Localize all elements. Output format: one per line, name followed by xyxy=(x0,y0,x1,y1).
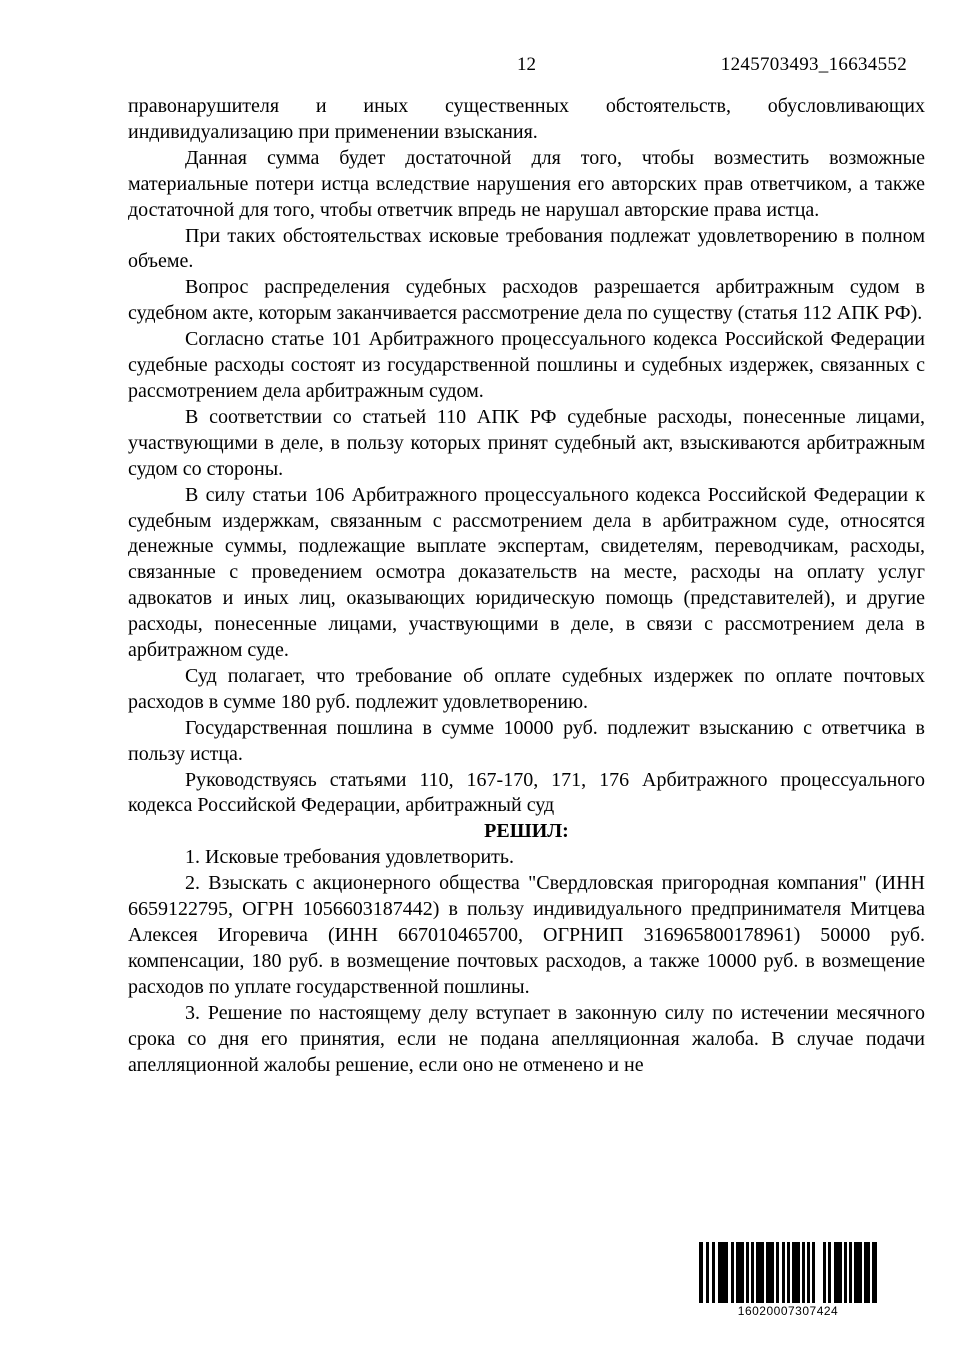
paragraph: При таких обстоятельствах исковые требования подлежат удовлетворению в полном объеме. xyxy=(128,224,925,273)
barcode-value: 16020007307424 xyxy=(737,1304,839,1318)
paragraph: Вопрос распределения судебных расходов разрешается арбитражным судом в судебном акте, которым заканчивается рассмотрение дела по существу (статья 112 АПК РФ). xyxy=(128,276,925,325)
paragraph: В соответствии со статьей 110 АПК РФ судебные расходы, понесенные лицами, участвующими в деле, в пользу которых принят судебный акт, взыскиваются арбитражным судом со стороны. xyxy=(128,405,925,480)
paragraph: Данная сумма будет достаточной для того, чтобы возместить возможные материальные потери истца вследствие нарушения его авторских прав ответчиком, а также достаточной для того, чтобы ответчик впредь не нарушал авторские права истца. xyxy=(128,146,925,221)
decision-heading: РЕШИЛ: xyxy=(484,820,569,843)
paragraph: 1. Исковые требования удовлетворить. xyxy=(185,846,515,869)
paragraph: Государственная пошлина в сумме 10000 руб. подлежит взысканию с ответчика в пользу истца. xyxy=(128,716,925,765)
paragraph: Согласно статье 101 Арбитражного процессуального кодекса Российской Федерации судебные расходы состоят из государственной пошлины и судебных издержек, связанных с рассмотрением дела арбитражным судом. xyxy=(128,328,925,402)
paragraph: правонарушителя и иных существенных обстоятельств, обусловливающих индивидуализацию при применении взыскания. xyxy=(128,95,925,143)
barcode-icon xyxy=(699,1242,877,1303)
page-number: 12 xyxy=(517,54,536,75)
paragraph: Руководствуясь статьями 110, 167-170, 171, 176 Арбитражного процессуального кодекса Российской Федерации, арбитражный суд xyxy=(128,768,925,817)
document-body xyxy=(128,94,925,1078)
paragraph: Суд полагает, что требование об оплате судебных издержек по оплате почтовых расходов в сумме 180 руб. подлежит удовлетворению. xyxy=(128,664,925,713)
paragraph: В силу статьи 106 Арбитражного процессуального кодекса Российской Федерации к судебным издержкам, связанным с рассмотрением дела в арбитражном суде, относятся денежные суммы, подлежащие выплате экспертам, свидетелям, переводчикам, расходы, связанные с проведением осмотра доказательств на месте, расходы на оплату услуг адвокатов и иных лиц, оказывающих юридическую помощь (представителей), и другие расходы, понесенные лицами, участвующими в деле, в связи с рассмотрением дела в арбитражном суде. xyxy=(128,483,925,662)
paragraph: 2. Взыскать с акционерного общества "Свердловская пригородная компания" (ИНН 6659122795, ОГРН 1056603187442) в пользу индивидуального предпринимателя Митцева Алексея Игоревича (ИНН 667010465700, ОГРНИП 316965800178961) 50000 руб. компенсации, 180 руб. в возмещение почтовых расходов, а также 10000 руб. в возмещение расходов по уплате государственной пошлины. xyxy=(128,872,925,998)
paragraph: 3. Решение по настоящему делу вступает в законную силу по истечении месячного срока со дня его принятия, если не подана апелляционная жалоба. В случае подачи апелляционной жалобы решение, если оно не отменено и не xyxy=(128,1001,925,1076)
document-id: 1245703493_16634552 xyxy=(720,54,907,75)
page-header xyxy=(128,54,925,78)
barcode xyxy=(699,1242,877,1318)
